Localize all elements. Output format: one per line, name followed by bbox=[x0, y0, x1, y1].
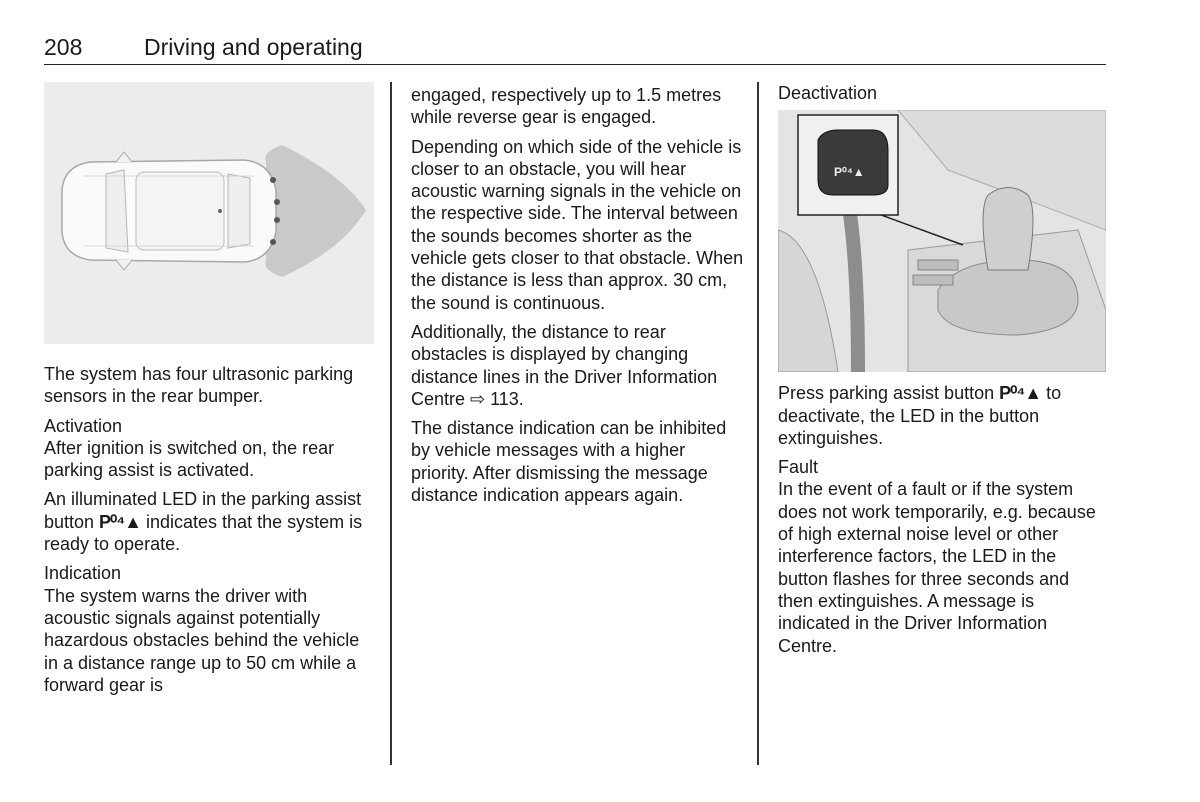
indication-heading: Indication bbox=[44, 563, 122, 584]
parking-sensor-diagram bbox=[44, 82, 374, 344]
range-paragraph: engaged, respectively up to 1.5 metres while reverse gear is engaged. bbox=[411, 85, 722, 128]
column-2 bbox=[411, 84, 746, 513]
fault-paragraph: In the event of a fault or if the system does not work temporarily, e.g. because of high external noise level or other interference factors, the LED in the button flashes for three seconds and then extinguishes. A message is indicated in the Driver Information Centre. bbox=[778, 479, 1096, 656]
indication-paragraph: The system warns the driver with acoustic signals against potentially hazardous obstacles behind the vehicle in a distance range up to 50 cm while a forward gear is bbox=[44, 585, 360, 695]
inhibit-paragraph: The distance indication can be inhibited by vehicle messages with a higher priority. After dismissing the message distance indication appears again. bbox=[411, 418, 727, 506]
column-1 bbox=[44, 82, 374, 703]
column-3 bbox=[778, 82, 1108, 664]
activation-text: indicates that the system is ready to operate. bbox=[44, 511, 363, 555]
parking-assist-button-icon: P⁰⁴▲ bbox=[999, 383, 1042, 404]
car-top-view-illustration bbox=[44, 82, 374, 344]
activation-text: An illuminated LED in the parking assist button bbox=[44, 489, 362, 532]
fault-heading: Fault bbox=[778, 457, 819, 478]
deactivation-text: Press parking assist button bbox=[778, 383, 1000, 404]
gear-shift-console-illustration bbox=[778, 110, 1106, 372]
acoustic-paragraph: Depending on which side of the vehicle is closer to an obstacle, you will hear acoustic warning signals in the vehicle on the respective side. The interval between the sounds becomes shorter as the vehicle gets closer to that obstacle. When the distance is less than approx. 30 cm, the sound is continuous. bbox=[411, 136, 744, 313]
activation-heading: Activation bbox=[44, 415, 123, 436]
page-header bbox=[44, 34, 1106, 65]
deactivation-heading: Deactivation bbox=[778, 83, 878, 103]
display-paragraph: Additionally, the distance to rear obstacles is displayed by changing distance lines in the Driver Information Centre ⇨ 113. bbox=[411, 321, 718, 409]
deactivation-paragraph bbox=[778, 382, 1108, 449]
column-divider bbox=[390, 82, 392, 765]
chapter-title: Driving and operating bbox=[144, 34, 363, 60]
activation-paragraph-2 bbox=[44, 488, 374, 555]
figure-button-label: P⁰⁴▲ bbox=[834, 165, 865, 180]
activation-paragraph-1: After ignition is switched on, the rear parking assist is activated. bbox=[44, 437, 335, 481]
parking-assist-button-icon: P⁰⁴▲ bbox=[99, 511, 141, 532]
intro-paragraph: The system has four ultrasonic parking sensors in the rear bumper. bbox=[44, 364, 354, 407]
column-divider bbox=[757, 82, 759, 765]
page-number: 208 bbox=[44, 34, 83, 60]
deactivation-text: to deactivate, the LED in the button extinguishes. bbox=[778, 383, 1062, 448]
console-drawing bbox=[778, 110, 1106, 372]
